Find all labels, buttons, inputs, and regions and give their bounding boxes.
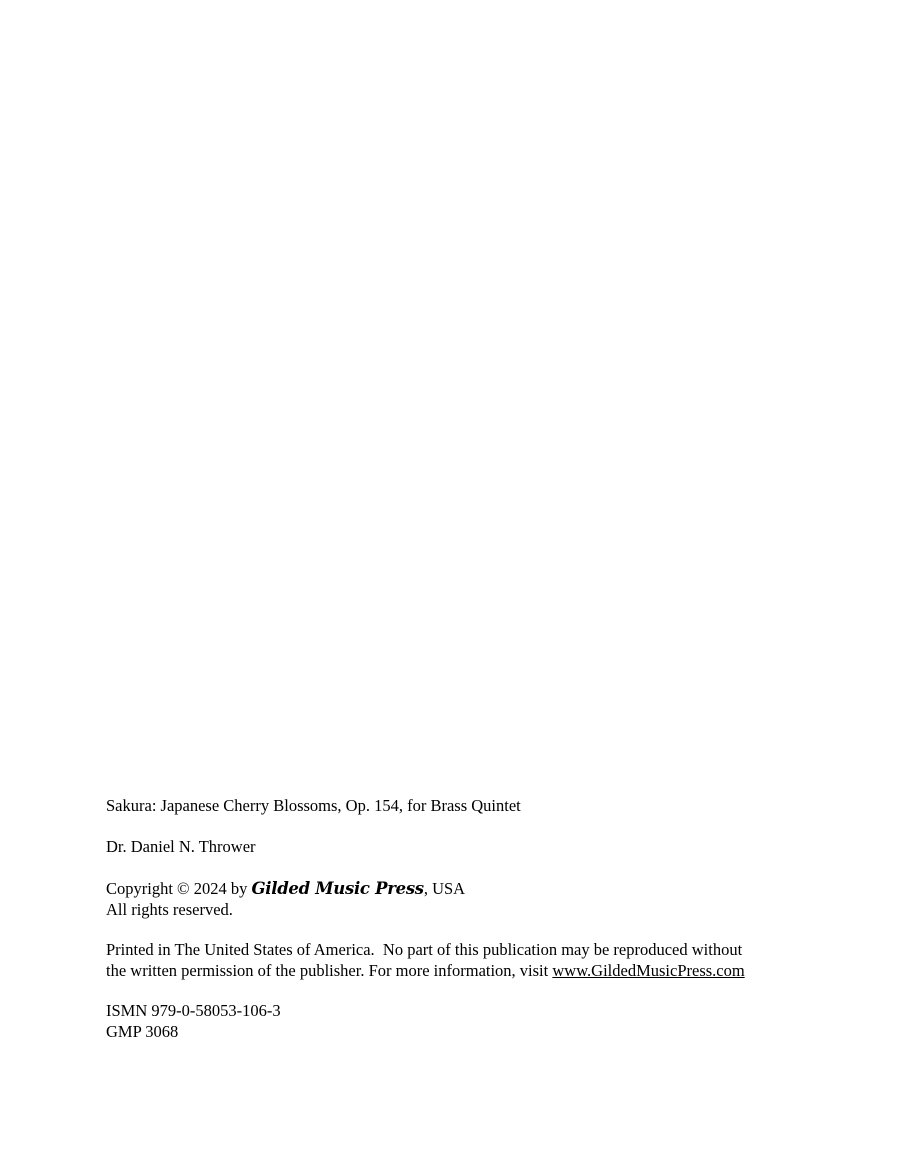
author-name: Dr. Daniel N. Thrower [106, 837, 256, 856]
author-block [106, 836, 256, 857]
copyright-line [106, 878, 465, 899]
rights-reserved: All rights reserved. [106, 900, 233, 919]
notice-line-1: Printed in The United States of America. No part of this publication may be reproduced without [106, 940, 743, 959]
copyright-suffix: , USA [423, 879, 466, 898]
work-title: Sakura: Japanese Cherry Blossoms, Op. 154, for Brass Quintet [106, 796, 521, 815]
ismn-number: ISMN 979-0-58053-106-3 [106, 1001, 281, 1020]
catalog-number: GMP 3068 [106, 1022, 179, 1041]
notice-block [106, 939, 745, 981]
copyright-block [106, 878, 465, 920]
copyright-prefix: Copyright © 2024 by [106, 879, 252, 898]
notice-line-2-text: the written permission of the publisher. For more information, visit [106, 961, 553, 980]
publisher-website-link[interactable]: www.GildedMusicPress.com [552, 961, 745, 980]
notice-line-2 [106, 960, 745, 981]
publisher-name: Gilded Music Press [251, 879, 424, 898]
work-title-block [106, 795, 521, 816]
identifiers-block [106, 1000, 281, 1042]
